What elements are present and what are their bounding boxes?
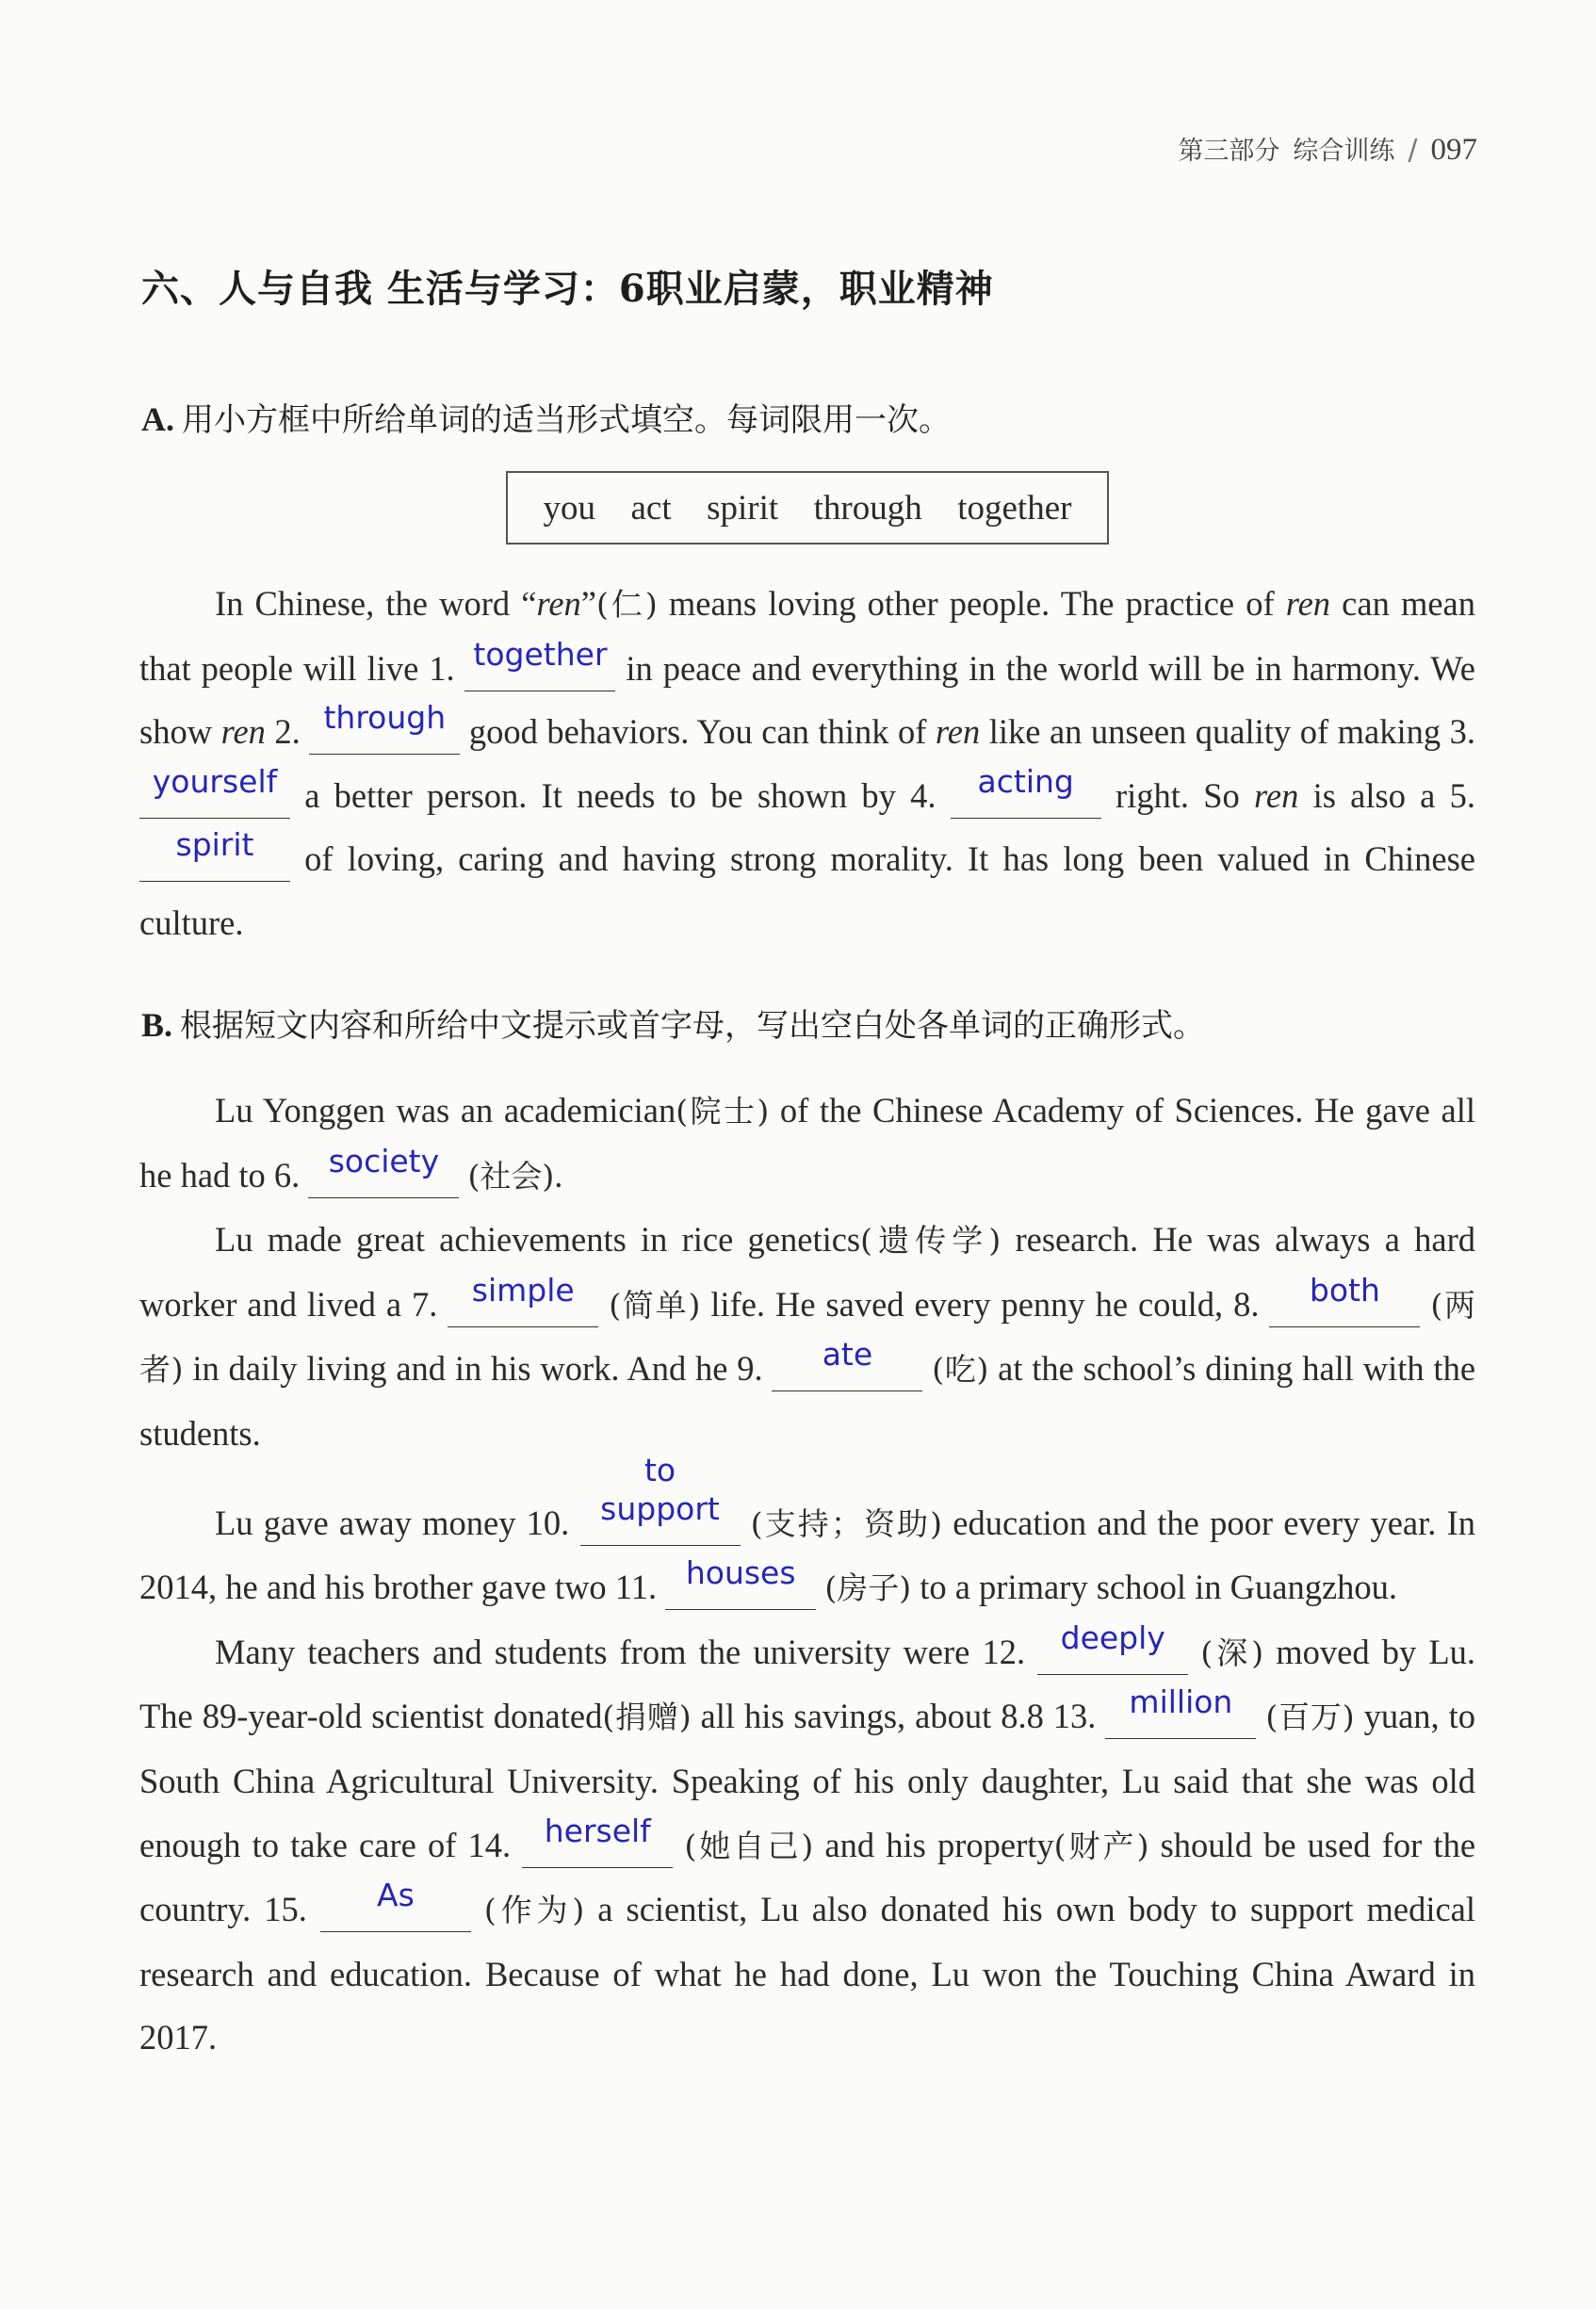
answer-8: both [1309,1271,1380,1309]
answer-blank-7[interactable] [448,1271,598,1327]
header-section: 第三部分 [1178,137,1280,166]
passage-b-paragraph: Lu Yonggen was an academician(院士) of the Chinese Academy of Sciences. He gave all he had to 6. society (社会). [139,1079,1475,1208]
answer-blank-9[interactable] [772,1336,922,1391]
word-box-item: spirit [707,488,779,528]
answer-13: million [1129,1683,1233,1721]
word-box-item: you [543,488,595,528]
passage-b [139,1079,1475,2070]
answer-blank-15[interactable] [320,1877,471,1932]
answer-1: together [473,635,608,673]
answer-blank-14[interactable] [522,1812,673,1868]
answer-blank-11[interactable] [665,1554,816,1610]
part-b-instruction: 根据短文内容和所给中文提示或首字母，写出空白处各单词的正确形式。 [180,1007,1206,1045]
answer-15: As [377,1877,415,1914]
part-b-letter: B. [141,1006,173,1044]
answer-9: ate [822,1336,873,1374]
answer-blank-8[interactable] [1269,1271,1420,1327]
header-subsection: 综合训练 [1293,137,1395,166]
answer-blank-5[interactable] [139,826,290,882]
section-title: 六、人与自我 生活与学习：6职业启蒙，职业精神 [141,267,994,311]
answer-blank-13[interactable] [1105,1683,1256,1739]
page-number: 097 [1430,133,1477,167]
answer-3: yourself [152,762,278,800]
word-box-item: together [957,488,1072,528]
answer-2: through [323,699,447,737]
part-a-instruction: 用小方框中所给单词的适当形式填空。每词限用一次。 [182,401,951,439]
answer-12: deeply [1060,1618,1165,1656]
answer-blank-2[interactable] [309,699,460,755]
answer-blank-12[interactable] [1037,1618,1188,1675]
part-b-heading [141,1000,1205,1046]
passage-a-paragraph: In Chinese, the word “ren”(仁) means loving other people. The practice of ren can mean that people will live 1. together in peace and everything in the world will be in harmony. We show ren 2. through good behaviors. You can think of ren like an unseen quality of making 3. yourself a better person. It needs to be shown by 4. acting right. So ren is also a 5. spirit of loving, caring and having strong morality. It has long been valued in Chinese culture. [139,584,1476,942]
word-box [506,471,1109,545]
passage-b-paragraph: Lu made great achievements in rice genetics(遗传学) research. He was always a hard worker and lived a 7. simple (简单) life. He saved every penny he could, 8. both (两者) in daily living and in his work. And he 9. ate (吃) at the school’s dining hall with the students. [139,1220,1476,1453]
passage-b-paragraph: Lu gave away money 10. to support (支持；资助) education and the poor every year. In 2014, he and his brother gave two 11. houses (房子) to a primary school in Guangzhou. [139,1466,1475,1620]
answer-11: houses [685,1554,796,1592]
part-a-heading [141,394,951,440]
header-separator: / [1408,134,1418,167]
answer-4: acting [977,762,1074,800]
answer-blank-3[interactable] [139,762,290,819]
answer-blank-10[interactable] [580,1451,741,1546]
word-box-item: through [813,488,922,528]
answer-10: to support [600,1451,720,1527]
answer-6: society [328,1142,440,1179]
answer-14: herself [544,1812,651,1849]
page-header [1178,130,1477,168]
word-box-item: act [630,488,672,528]
answer-7: simple [471,1271,575,1309]
answer-blank-6[interactable] [308,1142,459,1198]
answer-5: spirit [175,826,254,864]
passage-b-paragraph: Many teachers and students from the university were 12. deeply (深) moved by Lu. The 89-year-old scientist donated(捐赠) all his savings, about 8.8 13. million (百万) yuan, to South China Agricultural University. Speaking of his only daughter, Lu said that she was old enough to take care of 14. herself (她自己) and his property(财产) should be used for the country. 15. As (作为) a scientist, Lu also donated his own body to support medical research and education. Because of what he had done, Lu won the Touching China Award in 2017. [139,1618,1476,2057]
answer-blank-1[interactable] [464,635,615,691]
answer-blank-4[interactable] [951,762,1101,819]
passage-a [139,572,1475,955]
part-a-letter: A. [141,400,174,438]
